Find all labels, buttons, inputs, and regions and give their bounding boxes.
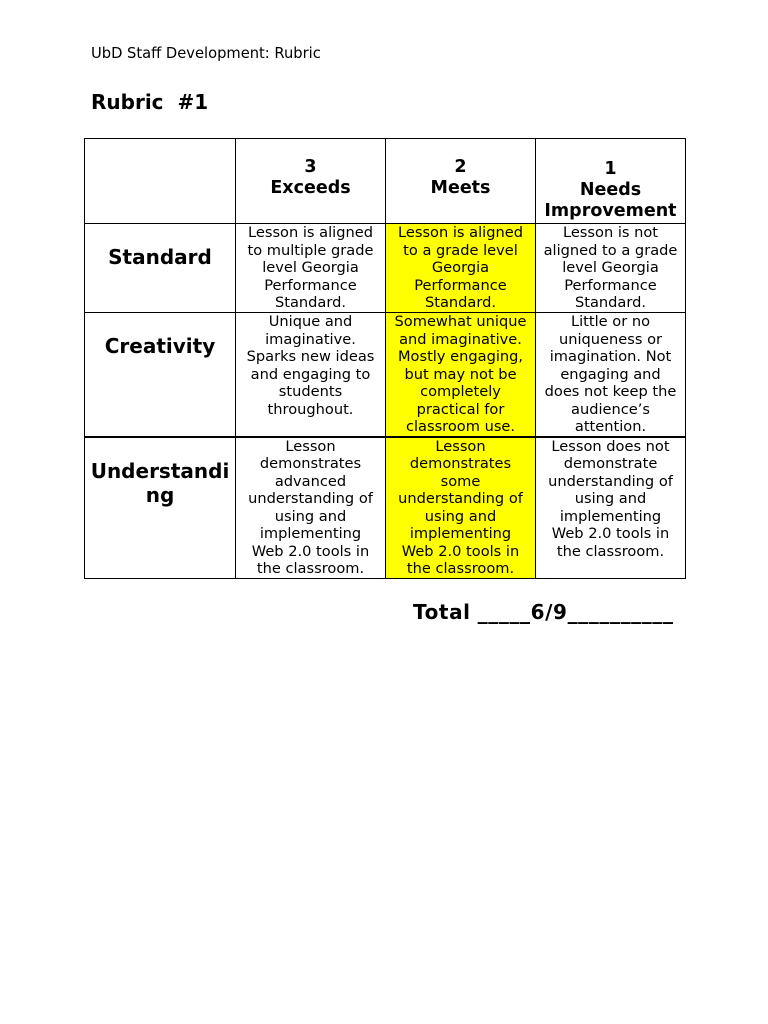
criterion-label-understanding: Understandi ng	[85, 437, 236, 579]
column-score: 3	[304, 157, 317, 177]
descriptor-standard-exceeds: Lesson is aligned to multiple grade level Georgia Performance Standard.	[236, 224, 386, 313]
rubric-title: Rubric #1	[91, 90, 209, 114]
descriptor-standard-needs-improvement: Lesson is not aligned to a grade level Georgia Performance Standard.	[536, 224, 686, 313]
rubric-header-row	[85, 139, 686, 224]
column-score: 1	[604, 159, 617, 179]
descriptor-understanding-exceeds: Lesson demonstrates advanced understanding of using and implementing Web 2.0 tools in the classroom.	[236, 437, 386, 579]
total-score-value: 6/9	[530, 600, 568, 624]
column-level-label: Exceeds	[270, 178, 351, 198]
column-score: 2	[454, 157, 467, 177]
rubric-row-standard	[85, 224, 686, 313]
total-score-line	[413, 600, 674, 624]
document-header: UbD Staff Development: Rubric	[91, 45, 321, 62]
descriptor-creativity-exceeds: Unique and imaginative. Sparks new ideas and engaging to students throughout.	[236, 313, 386, 437]
column-level-label: Meets	[430, 178, 491, 198]
descriptor-creativity-meets: Somewhat unique and imaginative. Mostly engaging, but may not be completely practical for classroom use.	[386, 313, 536, 437]
rubric-table	[84, 138, 686, 579]
column-level-label: Needs Improvement	[544, 180, 677, 221]
rubric-row-understanding	[85, 437, 686, 579]
descriptor-standard-meets: Lesson is aligned to a grade level Georgia Performance Standard.	[386, 224, 536, 313]
total-label: Total	[413, 600, 471, 624]
header-corner-cell	[85, 139, 236, 224]
descriptor-creativity-needs-improvement: Little or no uniqueness or imagination. Not engaging and does not keep the audience’s attention.	[536, 313, 686, 437]
descriptor-understanding-meets: Lesson demonstrates some understanding of using and implementing Web 2.0 tools in the classroom.	[386, 437, 536, 579]
criterion-label-creativity: Creativity	[85, 313, 236, 437]
column-header-exceeds	[236, 139, 386, 224]
column-header-meets	[386, 139, 536, 224]
total-blank-after: __________	[567, 600, 674, 624]
total-blank-before: _____	[477, 600, 531, 624]
criterion-label-standard: Standard	[85, 224, 236, 313]
descriptor-understanding-needs-improvement: Lesson does not demonstrate understanding of using and implementing Web 2.0 tools in the classroom.	[536, 437, 686, 579]
rubric-row-creativity	[85, 313, 686, 437]
column-header-needs-improvement	[536, 139, 686, 224]
